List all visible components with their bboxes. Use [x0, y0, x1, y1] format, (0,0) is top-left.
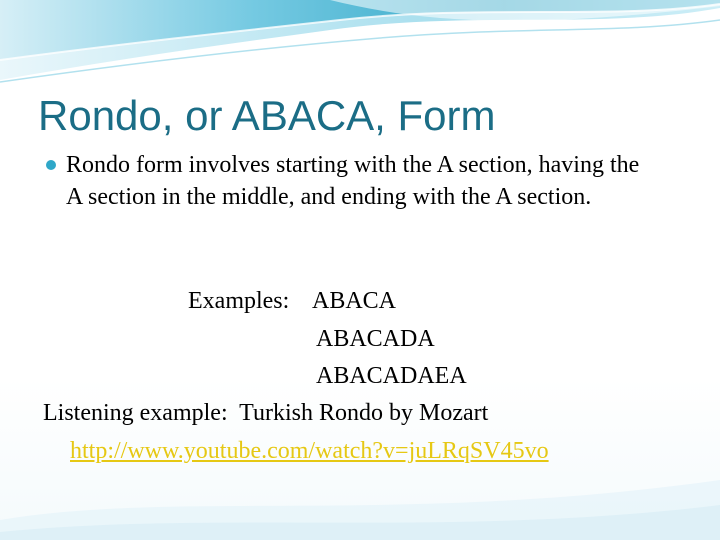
example-item: ABACADA — [316, 326, 435, 352]
example-item: ABACA — [312, 288, 397, 314]
slide-title: Rondo, or ABACA, Form — [38, 92, 496, 139]
bullet-dot-icon — [46, 160, 56, 170]
example-item: ABACADAEA — [316, 363, 467, 389]
listening-example-text: Listening example: Turkish Rondo by Mozart — [43, 400, 489, 426]
examples-label: Examples: — [188, 288, 290, 314]
bullet-point — [46, 149, 656, 213]
youtube-link[interactable]: http://www.youtube.com/watch?v=juLRqSV45vo — [70, 438, 549, 464]
bullet-text: Rondo form involves starting with the A section, having the A section in the middle, and ending with the A section. — [66, 152, 640, 210]
